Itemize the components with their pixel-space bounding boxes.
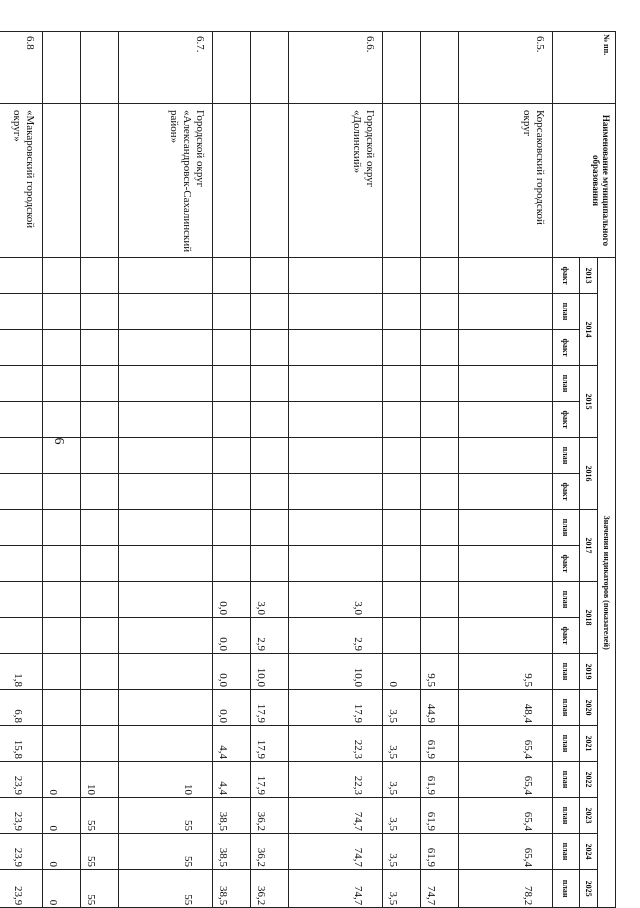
value-cell: 6,8 (0, 690, 43, 726)
value-cell: 65,4 (459, 798, 553, 834)
value-cell: 55 (119, 834, 213, 870)
value-cell: 38,5 (213, 870, 251, 908)
value-cell: 61,9 (421, 834, 459, 870)
value-cell (81, 510, 119, 546)
municipality-name: Городской округ «Александровск-Сахалинский район» (119, 104, 213, 258)
value-cell: 74,7 (289, 870, 383, 908)
value-cell (43, 474, 81, 510)
value-cell (289, 474, 383, 510)
year-header: 2019 (580, 654, 598, 690)
value-cell: 1,8 (0, 654, 43, 690)
value-cell (81, 258, 119, 294)
value-cell (459, 366, 553, 402)
value-cell (43, 546, 81, 582)
fact-subheader: факт (553, 618, 580, 654)
value-cell (81, 438, 119, 474)
value-cell (43, 618, 81, 654)
value-cell (43, 258, 81, 294)
value-cell (119, 546, 213, 582)
header-name: Наименование муниципального образования (553, 104, 616, 258)
value-cell (81, 402, 119, 438)
table-row (383, 32, 421, 908)
value-cell (213, 294, 251, 330)
year-header: 2017 (580, 510, 598, 582)
value-cell (213, 474, 251, 510)
value-cell (81, 582, 119, 618)
value-cell: 23,9 (0, 762, 43, 798)
value-cell: 0 (383, 654, 421, 690)
year-header: 2013 (580, 258, 598, 294)
value-cell (421, 258, 459, 294)
value-cell: 2,9 (251, 618, 289, 654)
year-header: 2018 (580, 582, 598, 654)
row-index: 6.5. (459, 32, 553, 104)
value-cell: 17,9 (289, 690, 383, 726)
value-cell (119, 618, 213, 654)
year-header: 2021 (580, 726, 598, 762)
value-cell (459, 618, 553, 654)
value-cell (0, 330, 43, 366)
value-cell (251, 438, 289, 474)
value-cell (43, 438, 81, 474)
value-cell (43, 330, 81, 366)
municipality-name (43, 104, 81, 258)
row-index: 6.6. (289, 32, 383, 104)
value-cell (383, 438, 421, 474)
value-cell (81, 330, 119, 366)
value-cell (0, 510, 43, 546)
value-cell (289, 258, 383, 294)
value-cell (251, 402, 289, 438)
value-cell (119, 474, 213, 510)
value-cell (119, 438, 213, 474)
value-cell (81, 726, 119, 762)
value-cell: 65,4 (459, 762, 553, 798)
value-cell: 55 (119, 798, 213, 834)
value-cell (289, 330, 383, 366)
value-cell (0, 258, 43, 294)
value-cell: 3,0 (289, 582, 383, 618)
value-cell (251, 258, 289, 294)
row-index (251, 32, 289, 104)
year-header: 2022 (580, 762, 598, 798)
row-index: 6.8 (0, 32, 43, 104)
value-cell (43, 294, 81, 330)
value-cell (289, 510, 383, 546)
value-cell: 0,0 (213, 618, 251, 654)
rotated-table-container (11, 31, 616, 906)
value-cell (0, 366, 43, 402)
value-cell: 10,0 (251, 654, 289, 690)
value-cell: 48,4 (459, 690, 553, 726)
value-cell (213, 330, 251, 366)
fact-subheader: факт (553, 330, 580, 366)
value-cell (289, 438, 383, 474)
header-no: № пп. (553, 32, 616, 104)
value-cell: 0,0 (213, 582, 251, 618)
plan-subheader: план (553, 690, 580, 726)
plan-subheader: план (553, 762, 580, 798)
value-cell: 3,5 (383, 762, 421, 798)
value-cell (383, 294, 421, 330)
value-cell (383, 618, 421, 654)
value-cell: 0 (43, 834, 81, 870)
value-cell (289, 402, 383, 438)
value-cell: 36,2 (251, 870, 289, 908)
table-row (421, 32, 459, 908)
value-cell: 3,5 (383, 870, 421, 908)
fact-subheader: факт (553, 258, 580, 294)
value-cell: 38,5 (213, 798, 251, 834)
page-number: 6 (51, 437, 66, 445)
value-cell (43, 582, 81, 618)
value-cell (251, 330, 289, 366)
value-cell (81, 474, 119, 510)
value-cell (459, 546, 553, 582)
value-cell (0, 546, 43, 582)
value-cell (81, 654, 119, 690)
value-cell (289, 366, 383, 402)
value-cell: 2,9 (289, 618, 383, 654)
table-row (43, 32, 81, 908)
header-values: Значения индикаторов (показателей) (598, 258, 616, 908)
value-cell (421, 366, 459, 402)
value-cell (81, 618, 119, 654)
municipality-name: «Макаровский городской округ» (0, 104, 43, 258)
fact-subheader: факт (553, 474, 580, 510)
row-index (81, 32, 119, 104)
value-cell: 55 (81, 798, 119, 834)
value-cell (43, 510, 81, 546)
row-index (383, 32, 421, 104)
value-cell (43, 402, 81, 438)
value-cell: 22,3 (289, 762, 383, 798)
value-cell (43, 690, 81, 726)
value-cell: 0 (43, 762, 81, 798)
value-cell (0, 474, 43, 510)
value-cell: 3,5 (383, 798, 421, 834)
value-cell (43, 726, 81, 762)
value-cell (119, 330, 213, 366)
value-cell (213, 258, 251, 294)
value-cell (251, 294, 289, 330)
value-cell: 65,4 (459, 726, 553, 762)
value-cell: 3,5 (383, 690, 421, 726)
plan-subheader: план (553, 438, 580, 474)
value-cell: 4,4 (213, 726, 251, 762)
year-header: 2024 (580, 834, 598, 870)
plan-subheader: план (553, 510, 580, 546)
value-cell (0, 582, 43, 618)
value-cell (421, 582, 459, 618)
value-cell (459, 330, 553, 366)
value-cell (383, 510, 421, 546)
fact-subheader: факт (553, 402, 580, 438)
value-cell: 74,7 (421, 870, 459, 908)
value-cell: 74,7 (289, 798, 383, 834)
value-cell (289, 294, 383, 330)
value-cell (421, 402, 459, 438)
value-cell (81, 366, 119, 402)
value-cell (383, 582, 421, 618)
value-cell (459, 582, 553, 618)
value-cell (251, 474, 289, 510)
table-row (213, 32, 251, 908)
value-cell: 3,5 (383, 726, 421, 762)
table-row (81, 32, 119, 908)
municipality-name (251, 104, 289, 258)
value-cell (421, 510, 459, 546)
value-cell (421, 294, 459, 330)
municipality-name: Корсаковский городской округ (459, 104, 553, 258)
year-header: 2020 (580, 690, 598, 726)
municipality-name (213, 104, 251, 258)
value-cell (383, 366, 421, 402)
value-cell: 22,3 (289, 726, 383, 762)
table-row (0, 32, 43, 908)
plan-subheader: план (553, 726, 580, 762)
value-cell: 3,0 (251, 582, 289, 618)
value-cell (0, 618, 43, 654)
value-cell (459, 294, 553, 330)
value-cell (213, 402, 251, 438)
municipality-name (383, 104, 421, 258)
plan-subheader: план (553, 870, 580, 908)
plan-subheader: план (553, 294, 580, 330)
value-cell (119, 654, 213, 690)
row-index (421, 32, 459, 104)
plan-subheader: план (553, 654, 580, 690)
value-cell (421, 546, 459, 582)
year-header: 2023 (580, 798, 598, 834)
value-cell (119, 294, 213, 330)
value-cell (81, 546, 119, 582)
value-cell: 61,9 (421, 762, 459, 798)
value-cell (421, 438, 459, 474)
value-cell: 61,9 (421, 726, 459, 762)
row-index: 6.7. (119, 32, 213, 104)
value-cell: 55 (81, 870, 119, 908)
value-cell (0, 402, 43, 438)
value-cell: 10,0 (289, 654, 383, 690)
value-cell: 23,9 (0, 798, 43, 834)
value-cell (383, 546, 421, 582)
value-cell: 0,0 (213, 690, 251, 726)
value-cell (421, 474, 459, 510)
value-cell (119, 690, 213, 726)
value-cell: 38,5 (213, 834, 251, 870)
municipality-name: Городской округ «Долинский» (289, 104, 383, 258)
value-cell (421, 618, 459, 654)
value-cell (251, 510, 289, 546)
value-cell: 36,2 (251, 834, 289, 870)
value-cell: 4,4 (213, 762, 251, 798)
row-index (213, 32, 251, 104)
value-cell (459, 438, 553, 474)
value-cell: 0 (43, 870, 81, 908)
table-row (251, 32, 289, 908)
value-cell (119, 366, 213, 402)
value-cell: 10 (81, 762, 119, 798)
plan-subheader: план (553, 366, 580, 402)
plan-subheader: план (553, 834, 580, 870)
value-cell: 55 (81, 834, 119, 870)
table-row (459, 32, 553, 908)
value-cell: 61,9 (421, 798, 459, 834)
value-cell (43, 654, 81, 690)
value-cell (251, 366, 289, 402)
value-cell: 65,4 (459, 834, 553, 870)
value-cell (383, 402, 421, 438)
value-cell (213, 438, 251, 474)
row-index (43, 32, 81, 104)
municipality-name (81, 104, 119, 258)
value-cell (43, 366, 81, 402)
value-cell: 78,2 (459, 870, 553, 908)
value-cell (213, 510, 251, 546)
value-cell (0, 438, 43, 474)
value-cell (383, 330, 421, 366)
value-cell: 74,7 (289, 834, 383, 870)
table-row (119, 32, 213, 908)
value-cell: 0 (43, 798, 81, 834)
value-cell (119, 726, 213, 762)
value-cell (289, 546, 383, 582)
value-cell (251, 546, 289, 582)
value-cell: 36,2 (251, 798, 289, 834)
value-cell: 0,0 (213, 654, 251, 690)
value-cell (213, 366, 251, 402)
value-cell (383, 474, 421, 510)
value-cell (119, 258, 213, 294)
plan-subheader: план (553, 582, 580, 618)
value-cell: 9,5 (459, 654, 553, 690)
value-cell (0, 294, 43, 330)
municipality-name (421, 104, 459, 258)
value-cell (213, 546, 251, 582)
value-cell: 23,9 (0, 834, 43, 870)
value-cell (119, 510, 213, 546)
value-cell: 15,8 (0, 726, 43, 762)
year-header: 2016 (580, 438, 598, 510)
value-cell: 9,5 (421, 654, 459, 690)
value-cell: 10 (119, 762, 213, 798)
value-cell: 23,9 (0, 870, 43, 908)
value-cell: 17,9 (251, 726, 289, 762)
value-cell: 55 (119, 870, 213, 908)
value-cell (383, 258, 421, 294)
value-cell: 44,9 (421, 690, 459, 726)
value-cell (459, 510, 553, 546)
value-cell (119, 582, 213, 618)
value-cell (421, 330, 459, 366)
year-header: 2025 (580, 870, 598, 908)
value-cell (459, 402, 553, 438)
value-cell (459, 258, 553, 294)
value-cell: 17,9 (251, 690, 289, 726)
value-cell (119, 402, 213, 438)
year-header: 2014 (580, 294, 598, 366)
fact-subheader: факт (553, 546, 580, 582)
indicators-table (0, 31, 616, 908)
year-header: 2015 (580, 366, 598, 438)
value-cell (459, 474, 553, 510)
table-row (289, 32, 383, 908)
plan-subheader: план (553, 798, 580, 834)
value-cell (81, 690, 119, 726)
value-cell: 3,5 (383, 834, 421, 870)
value-cell: 17,9 (251, 762, 289, 798)
value-cell (81, 294, 119, 330)
